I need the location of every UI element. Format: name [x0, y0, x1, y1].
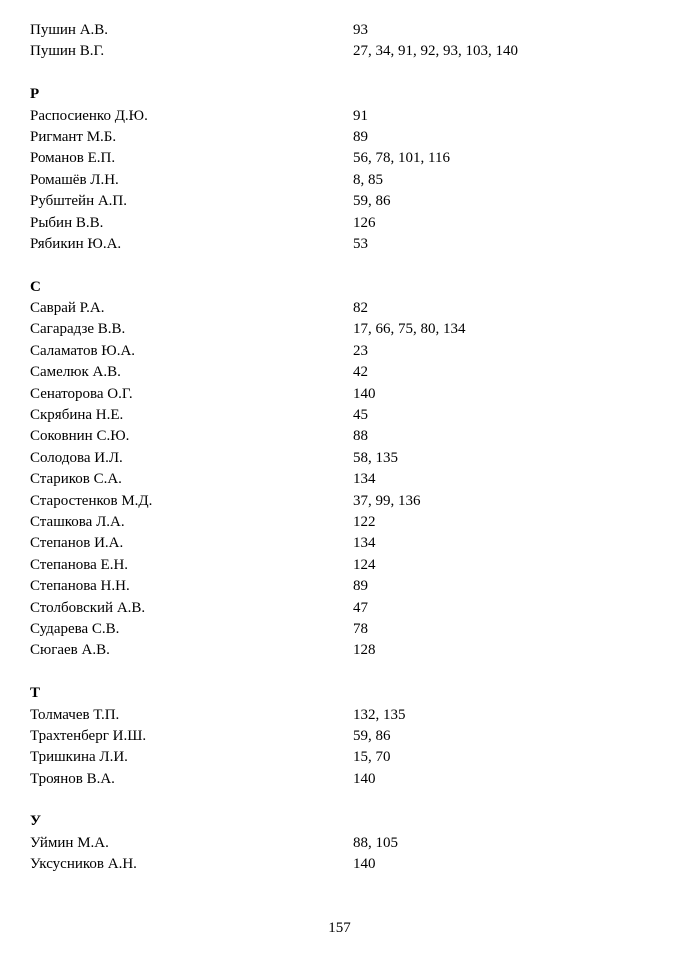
- index-entry: [30, 127, 650, 148]
- author-name: Сенаторова О.Г.: [30, 385, 133, 402]
- page-references: 17, 66, 75, 80, 134: [353, 321, 466, 338]
- author-name: Степанов И.А.: [30, 535, 124, 552]
- page-references: 134: [353, 471, 376, 488]
- page-references: 8, 85: [353, 171, 383, 188]
- author-name: Трахтенберг И.Ш.: [30, 727, 147, 744]
- index-section: [30, 63, 650, 256]
- index-entry: [30, 512, 650, 533]
- page-references: 23: [353, 342, 368, 359]
- author-name: Ригмант М.Б.: [30, 128, 117, 145]
- page-references: 89: [353, 578, 368, 595]
- author-name: Пушин В.Г.: [30, 43, 105, 60]
- index-entry: [30, 106, 650, 127]
- index-entry: [30, 405, 650, 426]
- index-entry: [30, 384, 650, 405]
- page-references: 56, 78, 101, 116: [353, 150, 450, 167]
- section-spacer: [30, 662, 650, 683]
- section-letter: У: [30, 813, 42, 830]
- author-index: [30, 20, 650, 876]
- author-name: Рябикин Ю.А.: [30, 235, 122, 252]
- author-name: Солодова И.Л.: [30, 449, 123, 466]
- index-entry: [30, 448, 650, 469]
- page-references: 45: [353, 407, 368, 424]
- index-entry: [30, 191, 650, 212]
- page-references: 15, 70: [353, 749, 391, 766]
- page-number: 157: [328, 920, 351, 936]
- index-entry: [30, 41, 650, 62]
- index-entry: [30, 298, 650, 319]
- page-references: 140: [353, 856, 376, 873]
- section-letter: Р: [30, 86, 40, 103]
- index-entry: [30, 619, 650, 640]
- index-entry: [30, 747, 650, 768]
- author-name: Соковнин С.Ю.: [30, 428, 130, 445]
- author-name: Сударева С.В.: [30, 620, 120, 637]
- page-references: 59, 86: [353, 727, 391, 744]
- index-entry: [30, 341, 650, 362]
- page-references: 132, 135: [353, 706, 406, 723]
- author-name: Рыбин В.В.: [30, 214, 104, 231]
- section-letter: Т: [30, 685, 41, 702]
- page-references: 134: [353, 535, 376, 552]
- page-references: 128: [353, 642, 376, 659]
- author-name: Сагарадзе В.В.: [30, 321, 126, 338]
- index-entry: [30, 148, 650, 169]
- index-entry: [30, 469, 650, 490]
- index-entry: [30, 854, 650, 875]
- index-entry: [30, 555, 650, 576]
- index-entry: [30, 598, 650, 619]
- section-spacer: [30, 63, 650, 84]
- author-name: Уксусников А.Н.: [30, 856, 137, 873]
- author-name: Степанова Н.Н.: [30, 578, 130, 595]
- index-entry: [30, 362, 650, 383]
- author-name: Тришкина Л.И.: [30, 749, 128, 766]
- index-entry: [30, 234, 650, 255]
- author-name: Старостенков М.Д.: [30, 492, 153, 509]
- author-name: Столбовский А.В.: [30, 599, 146, 616]
- page-references: 126: [353, 214, 376, 231]
- index-entry: [30, 213, 650, 234]
- author-name: Сташкова Л.А.: [30, 513, 125, 530]
- author-name: Степанова Е.Н.: [30, 556, 129, 573]
- index-entry: [30, 833, 650, 854]
- author-name: Самелюк А.В.: [30, 364, 121, 381]
- author-name: Романов Е.П.: [30, 150, 116, 167]
- index-section: [30, 662, 650, 790]
- page-references: 89: [353, 128, 368, 145]
- index-entry: [30, 705, 650, 726]
- index-section: [30, 20, 650, 63]
- page-references: 37, 99, 136: [353, 492, 421, 509]
- author-name: Рубштейн А.П.: [30, 193, 128, 210]
- author-name: Скрябина Н.Е.: [30, 407, 124, 424]
- page-references: 140: [353, 385, 376, 402]
- section-spacer: [30, 255, 650, 276]
- author-name: Стариков С.А.: [30, 471, 122, 488]
- page-references: 47: [353, 599, 368, 616]
- page-references: 82: [353, 300, 368, 317]
- index-section: [30, 255, 650, 661]
- index-entry: [30, 491, 650, 512]
- page-references: 93: [353, 22, 368, 38]
- page-references: 78: [353, 620, 368, 637]
- index-entry: [30, 533, 650, 554]
- page-references: 59, 86: [353, 193, 391, 210]
- page-references: 53: [353, 235, 368, 252]
- index-entry: [30, 726, 650, 747]
- author-name: Уймин М.А.: [30, 834, 109, 851]
- author-name: Распосиенко Д.Ю.: [30, 107, 148, 124]
- index-entry: [30, 319, 650, 340]
- index-entry: [30, 640, 650, 661]
- page-references: 27, 34, 91, 92, 93, 103, 140: [353, 43, 518, 60]
- index-entry: [30, 426, 650, 447]
- page-references: 88, 105: [353, 834, 398, 851]
- section-letter: С: [30, 278, 41, 295]
- author-name: Сюгаев А.В.: [30, 642, 110, 659]
- page-references: 42: [353, 364, 368, 381]
- author-name: Саврай Р.А.: [30, 300, 105, 317]
- index-section: [30, 790, 650, 876]
- index-entry: [30, 170, 650, 191]
- author-name: Ромашёв Л.Н.: [30, 171, 119, 188]
- section-spacer: [30, 790, 650, 811]
- page-references: 140: [353, 770, 376, 787]
- page-references: 58, 135: [353, 449, 398, 466]
- page-references: 124: [353, 556, 376, 573]
- page-references: 122: [353, 513, 376, 530]
- index-entry: [30, 769, 650, 790]
- author-name: Толмачев Т.П.: [30, 706, 120, 723]
- author-name: Троянов В.А.: [30, 770, 115, 787]
- index-entry: [30, 20, 650, 41]
- author-name: Саламатов Ю.А.: [30, 342, 136, 359]
- author-name: Пушин А.В.: [30, 22, 109, 38]
- page-references: 91: [353, 107, 368, 124]
- page-references: 88: [353, 428, 368, 445]
- index-entry: [30, 576, 650, 597]
